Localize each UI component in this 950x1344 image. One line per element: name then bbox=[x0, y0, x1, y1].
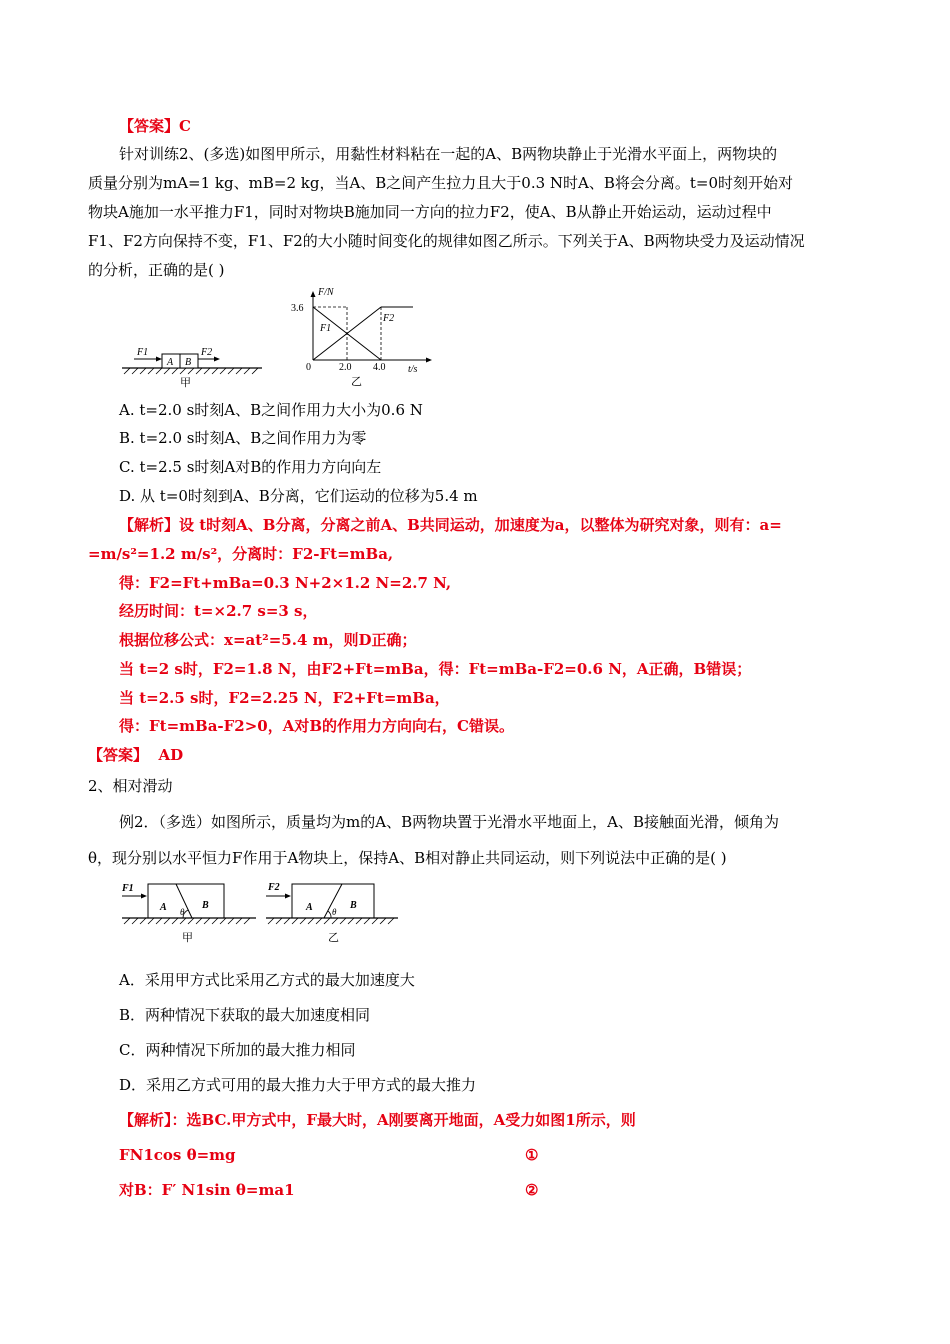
caption-jia: 甲 bbox=[182, 932, 193, 944]
arrow-f1-icon bbox=[141, 894, 147, 899]
arrow-f2-icon bbox=[285, 894, 291, 899]
arrow-f1-icon bbox=[156, 357, 162, 362]
equation-1-number: ① bbox=[525, 1146, 539, 1164]
analysis-line: 【解析】设 t时刻A、B分离，分离之前A、B共同运动，加速度为a，以整体为研究对象，则有：a= bbox=[119, 516, 782, 534]
option-d: D. 从 t=0时刻到A、B分离，它们运动的位移为5.4 m bbox=[119, 487, 478, 505]
question-text-line: F1、F2方向保持不变，F1、F2的大小随时间变化的规律如图乙所示。下列关于A、B两物块受力及运动情况 bbox=[88, 232, 805, 250]
angle-label: θ bbox=[180, 907, 185, 917]
angle-label: θ bbox=[332, 907, 337, 917]
answer-label: 【答案】 bbox=[119, 117, 180, 135]
analysis-line: 经历时间：t=×2.7 s=3 s， bbox=[119, 602, 318, 620]
block-b-label: B bbox=[185, 357, 192, 368]
force-f1-label: F1 bbox=[137, 347, 149, 358]
graph-f1-label: F1 bbox=[320, 323, 332, 334]
analysis-line: 当 t=2.5 s时，F2=2.25 N，F2+Ft=mBa， bbox=[119, 689, 450, 707]
block-a-label: A bbox=[306, 902, 313, 913]
figure-wedge-yi bbox=[262, 876, 402, 946]
analysis-line: 得：Ft=mBa-F2>0，A对B的作用力方向向右，C错误。 bbox=[119, 717, 514, 735]
block-a-label: A bbox=[167, 357, 174, 368]
question-text-line: 针对训练2、(多选)如图甲所示，用黏性材料粘在一起的A、B两物块静止于光滑水平面上，两物块的 bbox=[119, 145, 778, 163]
block-b-label: B bbox=[350, 900, 357, 911]
question-text-line: 质量分别为mA=1 kg、mB=2 kg，当A、B之间产生拉力且大于0.3 N时A、B将会分离。t=0时刻开始对 bbox=[88, 174, 794, 192]
equation-2-number: ② bbox=[525, 1181, 539, 1199]
answer-line-2 bbox=[88, 745, 183, 765]
section-heading: 2、相对滑动 bbox=[88, 777, 173, 795]
example-text-line: θ，现分别以水平恒力F作用于A物块上，保持A、B相对静止共同运动，则下列说法中正确的是( ) bbox=[88, 849, 727, 867]
equation-2: 对B：F′ N1sin θ=ma1 bbox=[119, 1181, 295, 1199]
option-c: C．两种情况下所加的最大推力相同 bbox=[119, 1041, 356, 1059]
block-b-label: B bbox=[202, 900, 209, 911]
analysis-line: =m/s²=1.2 m/s²，分离时：F2-Ft=mBa, bbox=[88, 545, 394, 563]
question-text-line: 的分析，正确的是( ) bbox=[88, 261, 225, 279]
figure-blocks-jia bbox=[118, 338, 268, 390]
answer-value: C bbox=[179, 117, 191, 135]
answer-label: 【答案】 bbox=[88, 746, 149, 764]
analysis-line: 【解析】：选BC.甲方式中，F最大时，A刚要离开地面，A受力如图1所示，则 bbox=[119, 1111, 636, 1129]
analysis-line: 根据位移公式：x=at²=5.4 m，则D正确； bbox=[119, 631, 417, 649]
equation-1: FN1cos θ=mg bbox=[119, 1146, 236, 1164]
answer-value: AD bbox=[158, 746, 184, 764]
figure-wedge-jia bbox=[118, 876, 258, 946]
question-text-line: 物块A施加一水平推力F1，同时对物块B施加同一方向的拉力F2，使A、B从静止开始运动，运动过程中 bbox=[88, 203, 772, 221]
answer-line-1 bbox=[119, 116, 191, 136]
force-f2-label: F2 bbox=[268, 882, 280, 893]
x-tick-label: 4.0 bbox=[373, 362, 386, 373]
force-f2-label: F2 bbox=[201, 347, 213, 358]
option-a: A. t=2.0 s时刻A、B之间作用力大小为0.6 N bbox=[119, 401, 423, 419]
x-tick-label: 0 bbox=[306, 362, 311, 373]
caption-yi: 乙 bbox=[351, 376, 362, 388]
arrow-f2-icon bbox=[214, 357, 220, 362]
figure-ft-graph bbox=[288, 286, 436, 392]
x-axis-arrow-icon bbox=[426, 358, 432, 363]
x-axis-label: t/s bbox=[408, 364, 418, 375]
option-b: B．两种情况下获取的最大加速度相同 bbox=[119, 1006, 371, 1024]
analysis-line: 当 t=2 s时，F2=1.8 N，由F2+Ft=mBa，得：Ft=mBa-F2=0.6 N，A正确，B错误； bbox=[119, 660, 752, 678]
y-tick-label: 3.6 bbox=[291, 303, 304, 314]
force-f1-label: F1 bbox=[122, 883, 134, 894]
example-text-line: 例2．（多选）如图所示，质量均为m的A、B两物块置于光滑水平地面上，A、B接触面光滑，倾角为 bbox=[119, 813, 779, 831]
option-a: A．采用甲方式比采用乙方式的最大加速度大 bbox=[119, 971, 415, 989]
y-axis-label: F/N bbox=[318, 287, 334, 298]
option-b: B. t=2.0 s时刻A、B之间作用力为零 bbox=[119, 429, 367, 447]
block-a-label: A bbox=[160, 902, 167, 913]
analysis-line: 得：F2=Ft+mBa=0.3 N+2×1.2 N=2.7 N, bbox=[119, 574, 452, 592]
option-d: D．采用乙方式可用的最大推力大于甲方式的最大推力 bbox=[119, 1076, 477, 1094]
x-tick-label: 2.0 bbox=[339, 362, 352, 373]
caption-jia: 甲 bbox=[180, 377, 191, 389]
graph-f2-label: F2 bbox=[383, 313, 395, 324]
y-axis-arrow-icon bbox=[311, 291, 316, 297]
option-c: C. t=2.5 s时刻A对B的作用力方向向左 bbox=[119, 458, 382, 476]
caption-yi: 乙 bbox=[328, 932, 339, 944]
